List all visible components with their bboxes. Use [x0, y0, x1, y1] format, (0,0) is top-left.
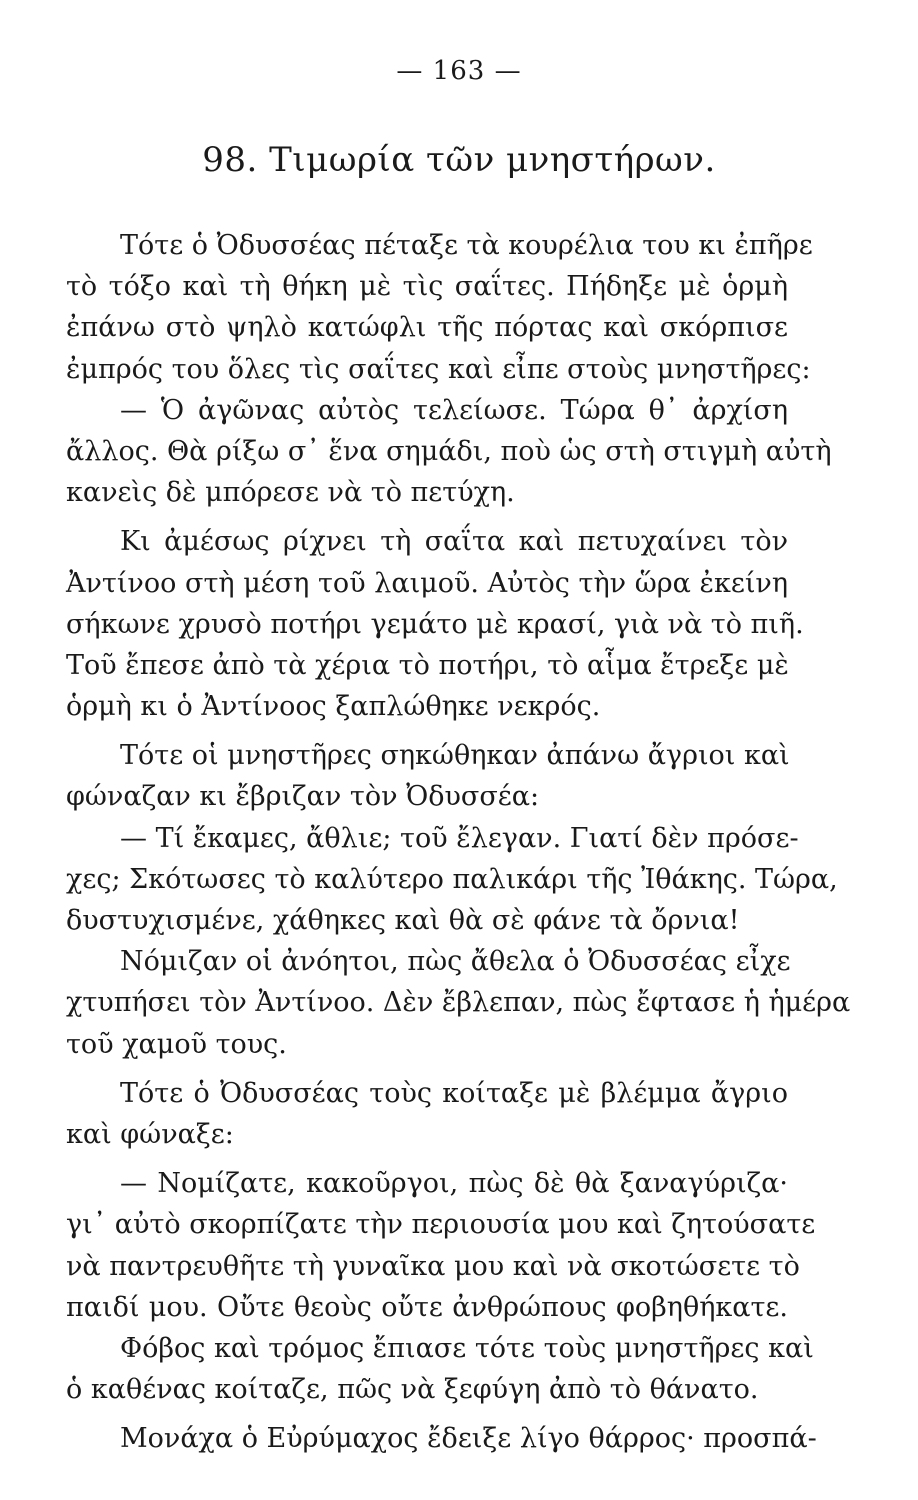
text-line: χτυπήσει τὸν Ἀντίνοο. Δὲν ἔβλεπαν, πὼς ἔφτασε ἡ ἡμέρα — [66, 987, 851, 1019]
text-line: Τότε οἱ μνηστῆρες σηκώθηκαν ἀπάνω ἄγριοι καὶ — [120, 740, 790, 772]
text-line: φώναζαν κι ἔβριζαν τὸν Ὀδυσσέα: — [66, 781, 540, 813]
text-line: Τότε ὁ Ὀδυσσέας τοὺς κοίταξε μὲ βλέμμα ἄγριο — [120, 1077, 788, 1109]
text-line: — Τί ἔκαμες, ἄθλιε; τοῦ ἔλεγαν. Γιατί δὲν πρόσε- — [120, 822, 799, 854]
chapter-title: 98. Τιμωρία τῶν μνηστήρων. — [202, 140, 716, 180]
text-line: καὶ φώναξε: — [66, 1118, 234, 1150]
text-line: νὰ παντρευθῆτε τὴ γυναῖκα μου καὶ νὰ σκοτώσετε τὸ — [66, 1250, 800, 1282]
text-line: τοῦ χαμοῦ τους. — [66, 1028, 287, 1060]
text-line: κανεὶς δὲ μπόρεσε νὰ τὸ πετύχη. — [66, 477, 515, 509]
text-line: σήκωνε χρυσὸ ποτήρι γεμάτο μὲ κρασί, γιὰ νὰ τὸ πιῆ. — [66, 608, 804, 640]
text-line: Τοῦ ἔπεσε ἀπὸ τὰ χέρια τὸ ποτήρι, τὸ αἷμα ἔτρεξε μὲ — [66, 649, 789, 681]
text-line: ὁ καθένας κοίταζε, πῶς νὰ ξεφύγη ἀπὸ τὸ θάνατο. — [66, 1374, 759, 1406]
text-line: γι᾽ αὐτὸ σκορπίζατε τὴν περιουσία μου καὶ ζητούσατε — [66, 1209, 816, 1241]
text-line: ἐπάνω στὸ ψηλὸ κατώφλι τῆς πόρτας καὶ σκόρπισε — [66, 312, 788, 344]
text-line: τὸ τόξο καὶ τὴ θήκη μὲ τὶς σαΐτες. Πήδηξε μὲ ὁρμὴ — [66, 271, 788, 303]
text-line: Τότε ὁ Ὀδυσσέας πέταξε τὰ κουρέλια του κι ἐπῆρε — [120, 230, 813, 261]
text-line: Νόμιζαν οἱ ἀνόητοι, πὼς ἄθελα ὁ Ὀδυσσέας εἶχε — [120, 946, 791, 978]
text-line: — Νομίζατε, κακοῦργοι, πὼς δὲ θὰ ξαναγύριζα· — [120, 1168, 788, 1200]
text-line: ἄλλος. Θὰ ρίξω σ᾽ ἕνα σημάδι, ποὺ ὡς στὴ στιγμὴ αὐτὴ — [66, 435, 832, 467]
text-line: δυστυχισμένε, χάθηκες καὶ θὰ σὲ φάνε τὰ ὄρνια! — [66, 905, 740, 936]
text-line: παιδί μου. Οὔτε θεοὺς οὔτε ἀνθρώπους φοβηθήκατε. — [66, 1291, 788, 1323]
text-line: χες; Σκότωσες τὸ καλύτερο παλικάρι τῆς Ἰθάκης. Τώρα, — [66, 863, 838, 895]
text-line: Μονάχα ὁ Εὐρύμαχος ἔδειξε λίγο θάρρος· προσπά- — [120, 1423, 817, 1455]
text-line: ὁρμὴ κι ὁ Ἀντίνοος ξαπλώθηκε νεκρός. — [66, 691, 601, 723]
text-line: ἐμπρός του ὅλες τὶς σαΐτες καὶ εἶπε στοὺς μνηστῆρες: — [66, 353, 811, 385]
text-line: Ἀντίνοο στὴ μέση τοῦ λαιμοῦ. Αὐτὸς τὴν ὥρα ἐκείνη — [66, 567, 788, 599]
text-line: Φόβος καὶ τρόμος ἔπιασε τότε τοὺς μνηστῆρες καὶ — [120, 1332, 814, 1364]
text-line: — Ὁ ἀγῶνας αὐτὸς τελείωσε. Τώρα θ᾽ ἀρχίση — [120, 394, 788, 426]
page-number: — 163 — — [396, 56, 522, 86]
text-line: Κι ἀμέσως ρίχνει τὴ σαΐτα καὶ πετυχαίνει τὸν — [120, 526, 788, 558]
body-text — [66, 225, 851, 1459]
